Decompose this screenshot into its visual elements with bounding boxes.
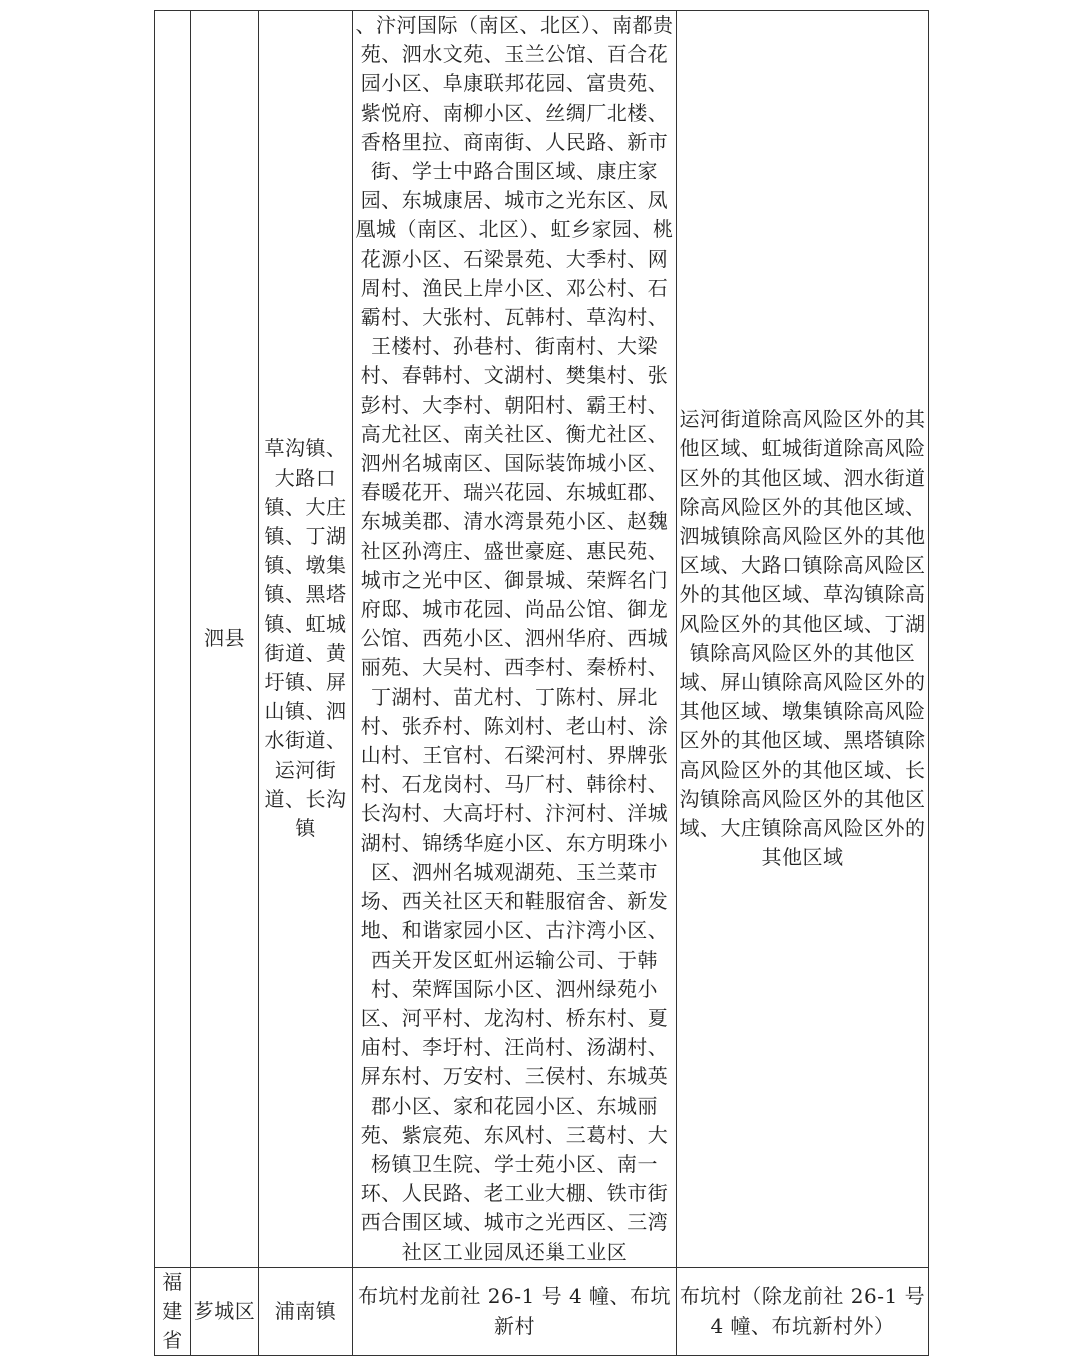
province-cell <box>155 11 191 1268</box>
province-cell: 福建省 <box>155 1267 191 1356</box>
low-risk-areas-cell: 运河街道除高风险区外的其他区域、虹城街道除高风险区外的其他区域、泗水街道除高风险区外的其他区域、泗城镇除高风险区外的其他区域、大路口镇除高风险区外的其他区域、草沟镇除高风险区外的其他区域、丁湖镇除高风险区外的其他区域、屏山镇除高风险区外的其他区域、墩集镇除高风险区外的其他区域、黑塔镇除高风险区外的其他区域、长沟镇除高风险区外的其他区域、大庄镇除高风险区外的其他区域 <box>677 11 929 1268</box>
table-row <box>155 11 929 1268</box>
medium-risk-areas-cell: 、汴河国际（南区、北区）、南都贵苑、泗水文苑、玉兰公馆、百合花园小区、阜康联邦花园、富贵苑、紫悦府、南柳小区、丝绸厂北楼、香格里拉、商南街、人民路、新市街、学士中路合围区域、康庄家园、东城康居、城市之光东区、凤凰城（南区、北区）、虹乡家园、桃花源小区、石梁景苑、大季村、网周村、渔民上岸小区、邓公村、石霸村、大张村、瓦韩村、草沟村、王楼村、孙巷村、街南村、大梁村、春韩村、文湖村、樊集村、张彭村、大李村、朝阳村、霸王村、高尤社区、南关社区、衡尤社区、泗州名城南区、国际装饰城小区、春暖花开、瑞兴花园、东城虹郡、东城美郡、清水湾景苑小区、赵魏社区孙湾庄、盛世豪庭、惠民苑、城市之光中区、御景城、荣辉名门府邸、城市花园、尚品公馆、御龙公馆、西苑小区、泗州华府、西城丽苑、大吴村、西李村、秦桥村、丁湖村、苗尤村、丁陈村、屏北村、张乔村、陈刘村、老山村、涂山村、王官村、石梁河村、界牌张村、石龙岗村、马厂村、韩徐村、长沟村、大高圩村、汴河村、洋城湖村、锦绣华庭小区、东方明珠小区、泗州名城观湖苑、玉兰菜市场、西关社区天和鞋服宿舍、新发地、和谐家园小区、古汴湾小区、西关开发区虹州运输公司、于韩村、荣辉国际小区、泗州绿苑小区、河平村、龙沟村、桥东村、夏庙村、李圩村、汪尚村、汤湖村、屏东村、万安村、三侯村、东城英郡小区、家和花园小区、东城丽苑、紫宸苑、东风村、三葛村、大杨镇卫生院、学士苑小区、南一环、人民路、老工业大棚、铁市街西合围区域、城市之光西区、三湾社区工业园凤还巢工业区 <box>353 11 677 1268</box>
county-cell: 泗县 <box>191 11 259 1268</box>
towns-cell: 草沟镇、大路口镇、大庄镇、丁湖镇、墩集镇、黑塔镇、虹城街道、黄圩镇、屏山镇、泗水街道、运河街道、长沟镇 <box>259 11 353 1268</box>
medium-risk-areas-cell: 布坑村龙前社 26-1 号 4 幢、布坑新村 <box>353 1267 677 1356</box>
table-row <box>155 1267 929 1356</box>
county-cell: 芗城区 <box>191 1267 259 1356</box>
towns-cell: 浦南镇 <box>259 1267 353 1356</box>
low-risk-areas-cell: 布坑村（除龙前社 26-1 号 4 幢、布坑新村外） <box>677 1267 929 1356</box>
risk-area-table <box>154 10 929 1356</box>
